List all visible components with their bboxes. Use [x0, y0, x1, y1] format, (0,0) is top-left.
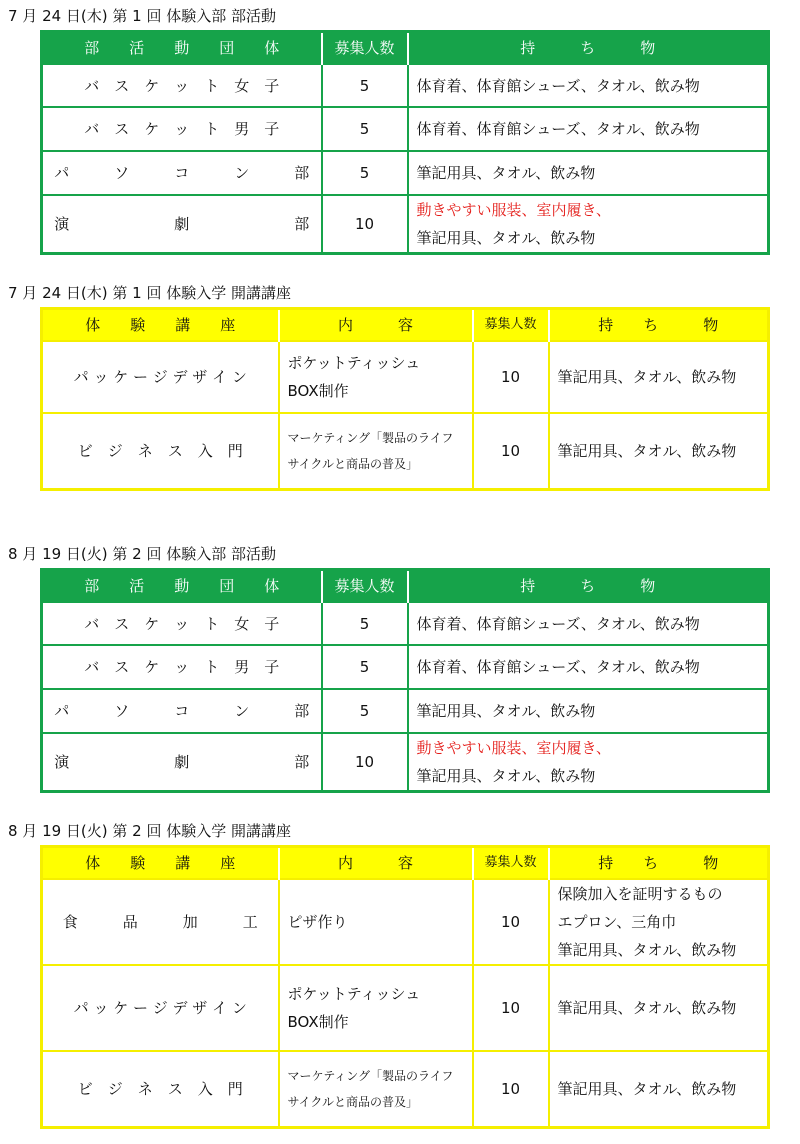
items-to-bring: 体育着、体育館シューズ、タオル、飲み物	[408, 602, 769, 645]
items-line: 筆記用具、タオル、飲み物	[416, 767, 596, 785]
header-content: 内 容	[279, 847, 473, 880]
recruit-count: 10	[322, 195, 408, 254]
recruit-count: 10	[473, 879, 549, 965]
course-table-jul	[40, 307, 770, 491]
table-row	[42, 107, 769, 151]
course-content: ピザ作り	[279, 879, 473, 965]
header-count: 募集人数	[322, 32, 408, 65]
items-to-bring: 筆記用具、タオル、飲み物	[408, 151, 769, 195]
recruit-count: 10	[473, 341, 549, 413]
course-name: 食 品 加 工	[42, 879, 279, 965]
course-name: パ ッ ケ ー ジ デ ザ イ ン	[42, 341, 279, 413]
club-name: バ ス ケ ッ ト 男 子	[42, 107, 322, 151]
items-line: 保険加入を証明するもの	[557, 885, 723, 903]
club-name: パ ソ コ ン 部	[42, 689, 322, 733]
table-header-row	[42, 847, 769, 880]
items-highlight: 動きやすい服装、室内履き、	[416, 739, 611, 757]
items-to-bring: 筆記用具、タオル、飲み物	[549, 965, 769, 1051]
course-content	[279, 965, 473, 1051]
content-line: サイクルと商品の普及」	[287, 1094, 419, 1109]
recruit-count: 10	[473, 965, 549, 1051]
club-name: パ ソ コ ン 部	[42, 151, 322, 195]
table-row	[42, 1051, 769, 1127]
table-row	[42, 341, 769, 413]
club-table-jul	[40, 30, 770, 255]
items-to-bring: 筆記用具、タオル、飲み物	[549, 1051, 769, 1127]
table-row	[42, 965, 769, 1051]
course-table-aug	[40, 845, 770, 1129]
table-header-row	[42, 309, 769, 342]
header-count: 募集人数	[473, 847, 549, 880]
table-row	[42, 151, 769, 195]
course-name: ビ ジ ネ ス 入 門	[42, 1051, 279, 1127]
header-club: 部 活 動 団 体	[42, 570, 322, 603]
section-title-club-aug: 8 月 19 日(火) 第 2 回 体験入部 部活動	[8, 545, 277, 563]
items-to-bring	[408, 733, 769, 792]
header-items: 持 ち 物	[408, 32, 769, 65]
items-to-bring: 筆記用具、タオル、飲み物	[549, 413, 769, 489]
content-line: BOX制作	[287, 1013, 349, 1031]
header-club: 部 活 動 団 体	[42, 32, 322, 65]
header-course: 体 験 講 座	[42, 309, 279, 342]
content-line: サイクルと商品の普及」	[287, 456, 419, 471]
recruit-count: 10	[322, 733, 408, 792]
club-name: 演 劇 部	[42, 733, 322, 792]
items-to-bring: 体育着、体育館シューズ、タオル、飲み物	[408, 107, 769, 151]
section-title-course-aug: 8 月 19 日(火) 第 2 回 体験入学 開講講座	[8, 822, 292, 840]
recruit-count: 5	[322, 107, 408, 151]
club-name: 演 劇 部	[42, 195, 322, 254]
section-title-course-jul: 7 月 24 日(木) 第 1 回 体験入学 開講講座	[8, 284, 292, 302]
table-row	[42, 195, 769, 254]
items-to-bring: 筆記用具、タオル、飲み物	[408, 689, 769, 733]
table-row	[42, 645, 769, 689]
recruit-count: 5	[322, 602, 408, 645]
section-title-club-jul: 7 月 24 日(木) 第 1 回 体験入部 部活動	[8, 7, 277, 25]
items-to-bring: 筆記用具、タオル、飲み物	[549, 341, 769, 413]
recruit-count: 5	[322, 151, 408, 195]
table-row	[42, 413, 769, 489]
club-table-aug	[40, 568, 770, 793]
club-name: バ ス ケ ッ ト 女 子	[42, 64, 322, 107]
club-name: バ ス ケ ッ ト 女 子	[42, 602, 322, 645]
table-row	[42, 733, 769, 792]
course-content	[279, 341, 473, 413]
course-name: パ ッ ケ ー ジ デ ザ イ ン	[42, 965, 279, 1051]
content-line: マーケティング「製品のライフ	[287, 430, 454, 445]
items-to-bring: 体育着、体育館シューズ、タオル、飲み物	[408, 645, 769, 689]
header-items: 持 ち 物	[549, 309, 769, 342]
recruit-count: 5	[322, 64, 408, 107]
items-to-bring	[408, 195, 769, 254]
content-line: ポケットティッシュ	[287, 985, 421, 1003]
items-line: エプロン、三角巾	[557, 913, 677, 931]
course-content	[279, 1051, 473, 1127]
header-content: 内 容	[279, 309, 473, 342]
table-row	[42, 64, 769, 107]
items-line: 筆記用具、タオル、飲み物	[416, 229, 596, 247]
items-line: 筆記用具、タオル、飲み物	[557, 941, 737, 959]
course-content	[279, 413, 473, 489]
club-name: バ ス ケ ッ ト 男 子	[42, 645, 322, 689]
items-to-bring	[549, 879, 769, 965]
course-name: ビ ジ ネ ス 入 門	[42, 413, 279, 489]
recruit-count: 10	[473, 413, 549, 489]
recruit-count: 10	[473, 1051, 549, 1127]
items-highlight: 動きやすい服装、室内履き、	[416, 201, 611, 219]
header-course: 体 験 講 座	[42, 847, 279, 880]
header-items: 持 ち 物	[549, 847, 769, 880]
recruit-count: 5	[322, 689, 408, 733]
table-header-row	[42, 32, 769, 65]
header-items: 持 ち 物	[408, 570, 769, 603]
table-row	[42, 879, 769, 965]
items-to-bring: 体育着、体育館シューズ、タオル、飲み物	[408, 64, 769, 107]
content-line: BOX制作	[287, 382, 349, 400]
recruit-count: 5	[322, 645, 408, 689]
content-line: マーケティング「製品のライフ	[287, 1068, 454, 1083]
content-line: ポケットティッシュ	[287, 354, 421, 372]
table-row	[42, 689, 769, 733]
table-header-row	[42, 570, 769, 603]
table-row	[42, 602, 769, 645]
header-count: 募集人数	[322, 570, 408, 603]
header-count: 募集人数	[473, 309, 549, 342]
